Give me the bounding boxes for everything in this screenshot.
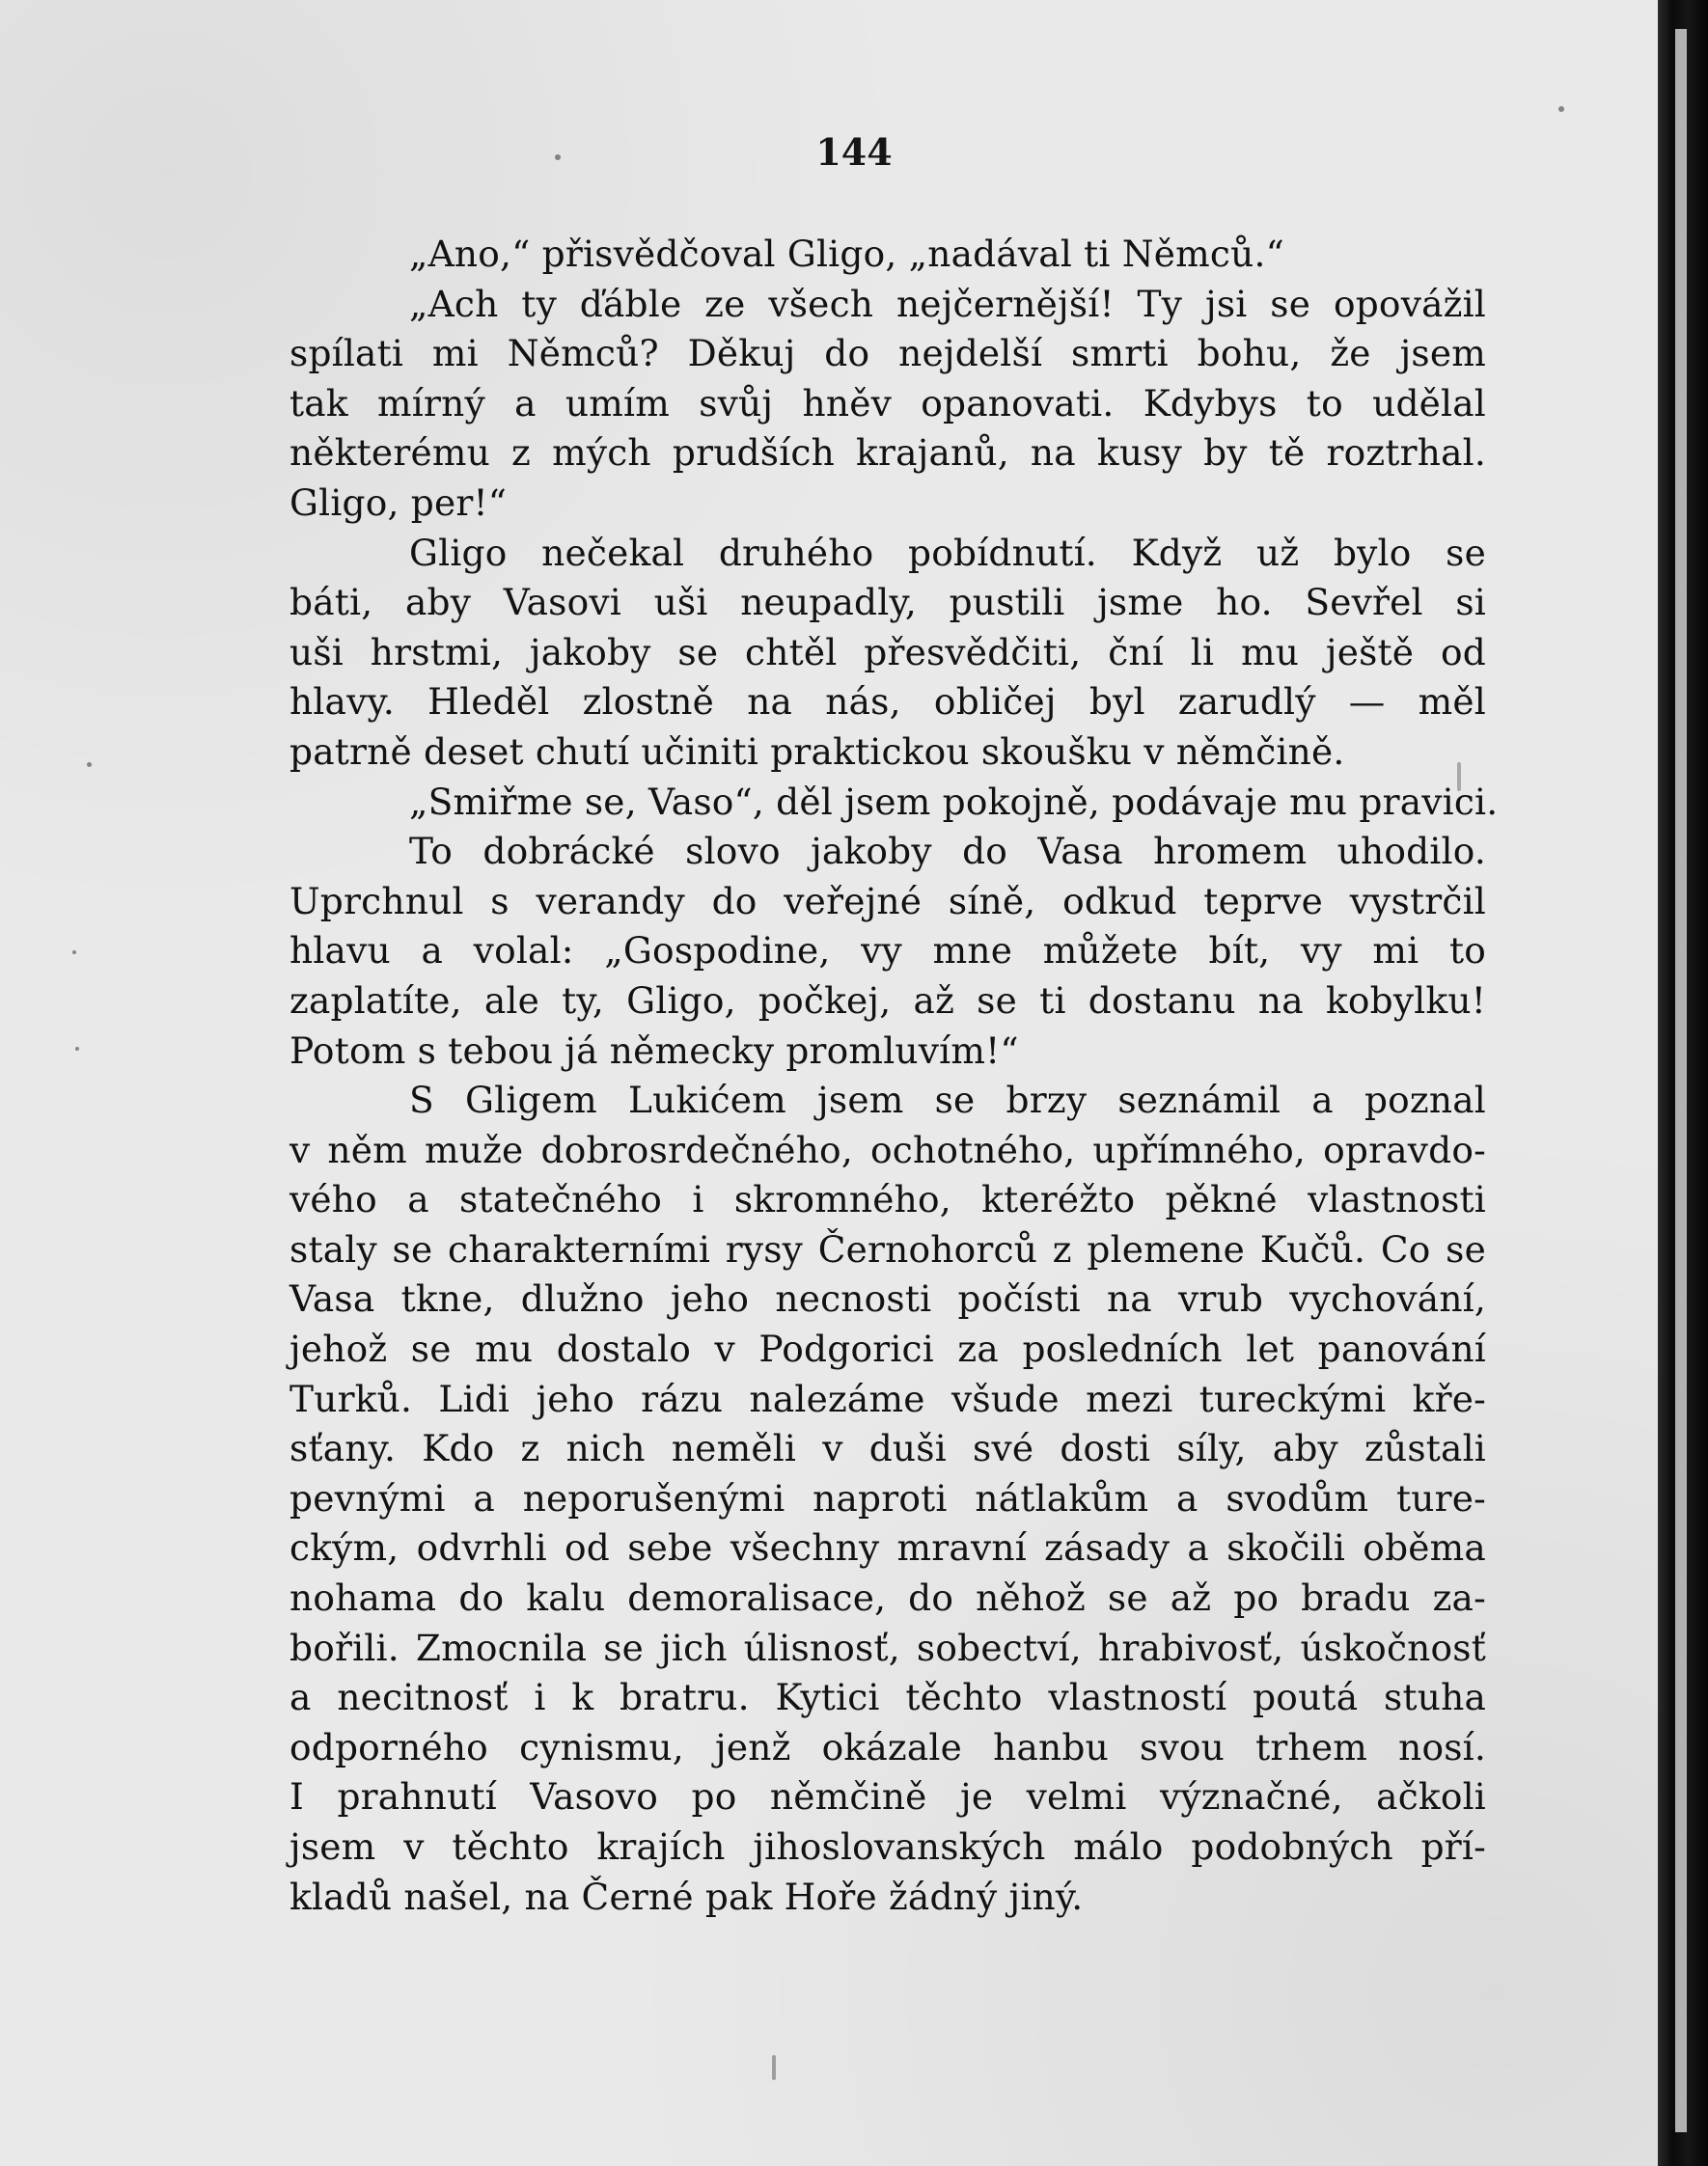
text-line: bořili. Zmocnila se jich úlisnosť, sobectví, hrabivosť, úskočnosť: [289, 1626, 1486, 1669]
scan-speck: [72, 950, 76, 954]
text-line: uši hrstmi, jakoby se chtěl přesvědčiti, ční li mu ještě od: [289, 630, 1486, 673]
text-line: I prahnutí Vasovo po němčině je velmi význačné, ačkoli: [289, 1775, 1486, 1819]
text-line: a necitnosť i k bratru. Kytici těchto vlastností poutá stuha: [289, 1676, 1486, 1719]
text-line: „Ano,“ přisvědčoval Gligo, „nadával ti Němců.“: [409, 233, 1284, 275]
text-line: tak mírný a umím svůj hněv opanovati. Kdybys to udělal: [289, 381, 1486, 425]
text-line: nohama do kalu demoralisace, do něhož se až po bradu za-: [289, 1577, 1486, 1620]
next-page-edge: [1675, 29, 1687, 2132]
text-line: Uprchnul s verandy do veřejné síně, odkud teprve vystrčil: [289, 879, 1486, 922]
book-gutter-edge: [1658, 0, 1708, 2166]
scan-speck: [555, 154, 561, 160]
text-line: Vasa tkne, dlužno jeho necnosti počísti na vrub vychování,: [289, 1277, 1486, 1321]
scan-speck: [1457, 762, 1461, 791]
scan-speck: [772, 2055, 776, 2080]
text-line: „Smiřme se, Vaso“, děl jsem pokojně, podávaje mu pravici.: [409, 780, 1499, 823]
text-line: zaplatíte, ale ty, Gligo, počkej, až se ti dostanu na kobylku!: [289, 978, 1486, 1022]
text-line: jehož se mu dostalo v Podgorici za posledních let panování: [289, 1328, 1486, 1371]
text-line: Turků. Lidi jeho rázu nalezáme všude mezi tureckými kře-: [289, 1377, 1486, 1420]
text-line: ckým, odvrhli od sebe všechny mravní zásady a skočili oběma: [289, 1526, 1486, 1570]
text-line: To dobrácké slovo jakoby do Vasa hromem uhodilo.: [409, 830, 1486, 873]
text-line: báti, aby Vasovi uši neupadly, pustili jsme ho. Sevřel si: [289, 581, 1486, 624]
text-line: Gligo nečekal druhého pobídnutí. Když už bylo se: [409, 531, 1486, 574]
text-line: odporného cynismu, jenž okázale hanbu svou trhem nosí.: [289, 1725, 1486, 1768]
text-line: pevnými a neporušenými naproti nátlakům a svodům ture-: [289, 1476, 1486, 1520]
text-line: Gligo, per!“: [289, 480, 508, 524]
text-line: patrně deset chutí učiniti praktickou skoušku v němčině.: [289, 729, 1345, 773]
text-line: hlavy. Hleděl zlostně na nás, obličej byl zarudlý — měl: [289, 680, 1486, 724]
text-line: vého a statečného i skromného, kteréžto pěkné vlastnosti: [289, 1178, 1486, 1221]
text-line: Potom s tebou já německy promluvím!“: [289, 1028, 1019, 1072]
scan-speck: [75, 1047, 79, 1051]
page-number: 144: [815, 130, 893, 174]
text-line: jsem v těchto krajích jihoslovanských málo podobných pří-: [289, 1825, 1486, 1868]
body-text: [289, 230, 1499, 1922]
text-line: S Gligem Lukićem jsem se brzy seznámil a poznal: [409, 1079, 1486, 1122]
text-line: v něm muže dobrosrdečného, ochotného, upřímného, opravdo-: [289, 1128, 1486, 1171]
text-line: některému z mých prudších krajanů, na kusy by tě roztrhal.: [289, 431, 1486, 475]
text-line: spílati mi Němců? Děkuj do nejdelší smrti bohu, že jsem: [289, 332, 1486, 375]
text-line: staly se charakterními rysy Černohorců z plemene Kučů. Co se: [289, 1227, 1486, 1271]
text-line: kladů našel, na Černé pak Hoře žádný jiný.: [289, 1875, 1084, 1918]
text-line: hlavu a volal: „Gospodine, vy mne můžete bít, vy mi to: [289, 929, 1486, 973]
scan-speck: [1558, 106, 1564, 112]
text-line: sťany. Kdo z nich neměli v duši své dosti síly, aby zůstali: [289, 1427, 1486, 1470]
text-line: „Ach ty ďáble ze všech nejčernější! Ty jsi se opovážil: [409, 282, 1486, 325]
scan-speck: [87, 762, 92, 767]
